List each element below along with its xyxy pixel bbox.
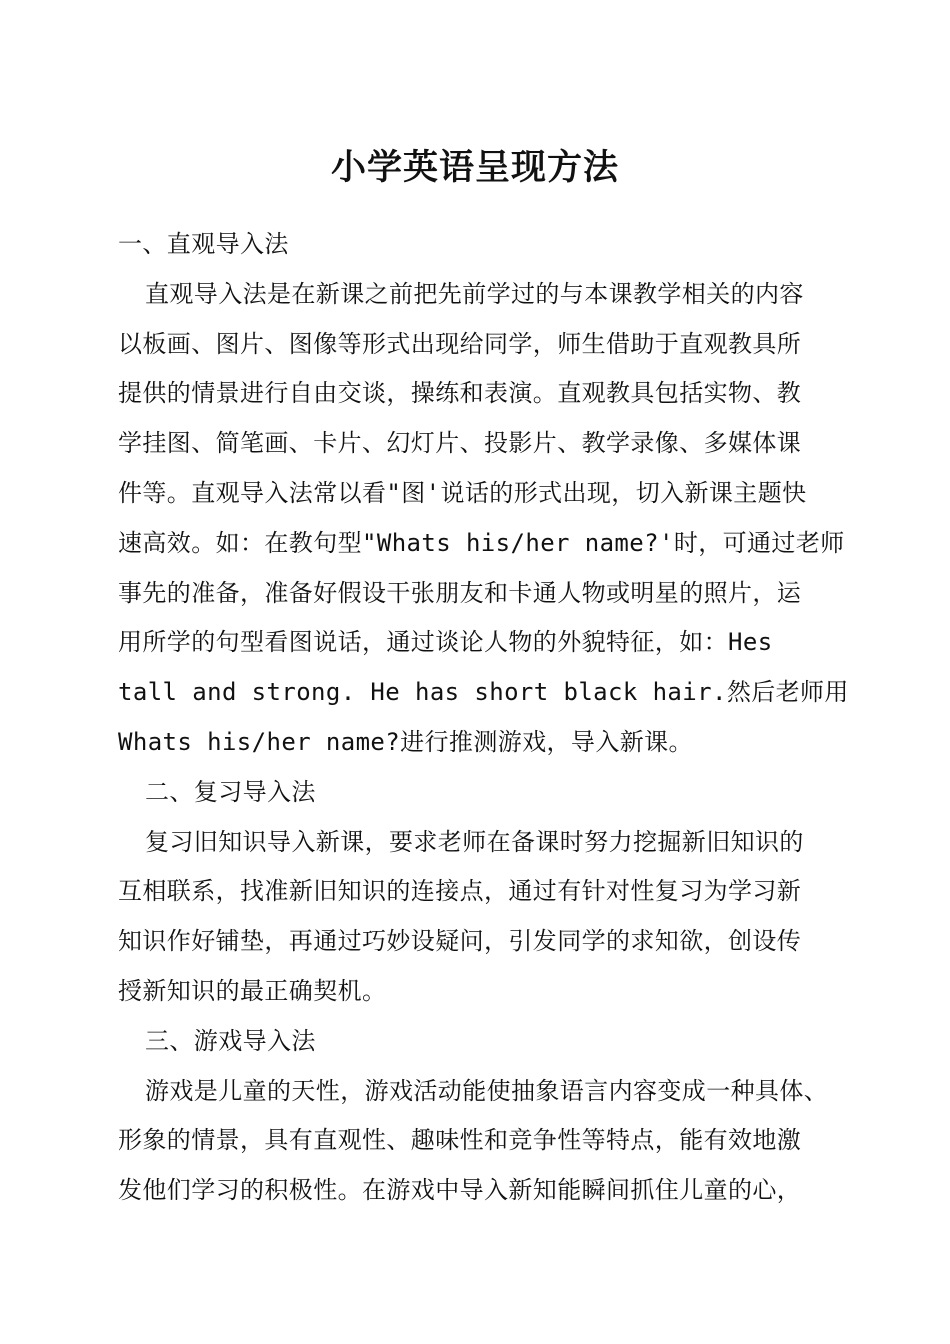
text-line: 三、游戏导入法 <box>145 1026 316 1055</box>
text-line: 速高效。如：在教句型"Whats his/her name?'时，可通过老师 <box>118 528 845 557</box>
text-line: 事先的准备，准备好假设干张朋友和卡通人物或明星的照片，运 <box>118 578 802 607</box>
text-line: 用所学的句型看图说话，通过谈论人物的外貌特征，如：Hes <box>118 628 773 657</box>
text-line: tall and strong. He has short black hair.然后老师用 <box>118 678 849 707</box>
text-line: 授新知识的最正确契机。 <box>118 976 387 1005</box>
text-line: 一、直观导入法 <box>118 230 289 258</box>
document-body <box>118 220 848 1216</box>
text-line: 直观导入法是在新课之前把先前学过的与本课教学相关的内容 <box>145 279 804 308</box>
text-line: 形象的情景，具有直观性、趣味性和竞争性等特点，能有效地激 <box>118 1126 802 1155</box>
text-line: 二、复习导入法 <box>145 777 316 806</box>
text-line: 发他们学习的积极性。在游戏中导入新知能瞬间抓住儿童的心， <box>118 1176 802 1205</box>
text-line: 复习旧知识导入新课，要求老师在备课时努力挖掘新旧知识的 <box>145 827 804 856</box>
text-line: 知识作好铺垫，再通过巧妙设疑问，引发同学的求知欲，创设传 <box>118 927 802 956</box>
text-line: 游戏是儿童的天性，游戏活动能使抽象语言内容变成一种具体、 <box>145 1076 829 1105</box>
text-line: 互相联系，找准新旧知识的连接点，通过有针对性复习为学习新 <box>118 877 802 906</box>
document-title: 小学英语呈现方法 <box>330 147 619 188</box>
text-line: 件等。直观导入法常以看"图'说话的形式出现，切入新课主题快 <box>118 478 807 507</box>
text-line: 以板画、图片、图像等形式出现给同学，师生借助于直观教具所 <box>118 329 802 358</box>
text-line: 提供的情景进行自由交谈，操练和表演。直观教具包括实物、教 <box>118 379 802 408</box>
text-line: Whats his/her name?进行推测游戏，导入新课。 <box>118 727 693 756</box>
text-line: 学挂图、简笔画、卡片、幻灯片、投影片、教学录像、多媒体课 <box>118 429 802 458</box>
